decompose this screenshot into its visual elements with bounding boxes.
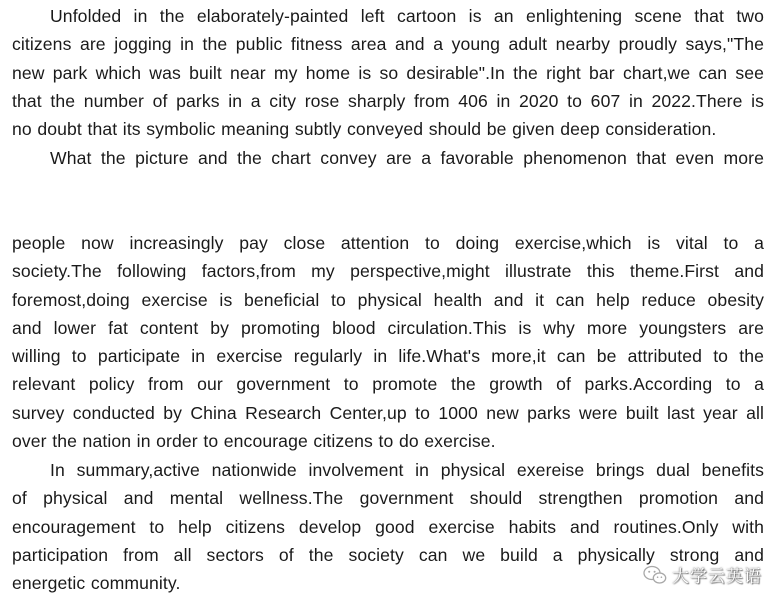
text-line: energetic community. xyxy=(12,573,181,594)
paragraph-cartoon-description xyxy=(12,2,764,143)
text-line: new park which was built near my home is so desirable".In the right bar chart,we can see xyxy=(12,62,764,83)
text-line: society.The following factors,from my perspective,might illustrate this theme.First and xyxy=(12,261,764,282)
text-line: Unfolded in the elaborately-painted left cartoon is an enlightening scene that two xyxy=(50,6,764,26)
text-line: over the nation in order to encourage citizens to do exercise. xyxy=(12,431,496,452)
text-line: participation from all sectors of the society can we build a physically strong and xyxy=(12,544,764,565)
text-line: and lower fat content by promoting blood circulation.This is why more youngsters are xyxy=(12,317,764,338)
text-line: of physical and mental wellness.The government should strengthen promotion and xyxy=(12,488,764,509)
text-line: that the number of parks in a city rose sharply from 406 in 2020 to 607 in 2022.There is xyxy=(12,90,764,111)
text-line: survey conducted by China Research Center,up to 1000 new parks were built last year all xyxy=(12,402,764,423)
text-line: citizens are jogging in the public fitness area and a young adult nearby proudly says,"The xyxy=(12,34,764,55)
text-line: relevant policy from our government to promote the growth of parks.According to a xyxy=(12,374,764,395)
wechat-icon xyxy=(643,565,667,585)
text-line: no doubt that its symbolic meaning subtly conveyed should be given deep consideration. xyxy=(12,119,717,140)
text-line: In summary,active nationwide involvement in physical exereise brings dual benefits xyxy=(50,460,764,480)
text-line: willing to participate in exercise regularly in life.What's more,it can be attributed to the xyxy=(12,346,764,367)
text-line: What the picture and the chart convey are a favorable phenomenon that even more xyxy=(50,148,764,168)
text-line: people now increasingly pay close attention to doing exercise,which is vital to a xyxy=(12,233,764,253)
text-line: encouragement to help citizens develop good exercise habits and routines.Only with xyxy=(12,516,764,537)
paragraph-phenomenon-start xyxy=(12,144,764,172)
paragraph-phenomenon-continued xyxy=(12,229,764,455)
text-line: foremost,doing exercise is beneficial to physical health and it can help reduce obesity xyxy=(12,289,764,310)
watermark-text: 大学云英语 xyxy=(672,567,762,587)
watermark xyxy=(643,562,762,587)
essay-page xyxy=(12,0,764,600)
